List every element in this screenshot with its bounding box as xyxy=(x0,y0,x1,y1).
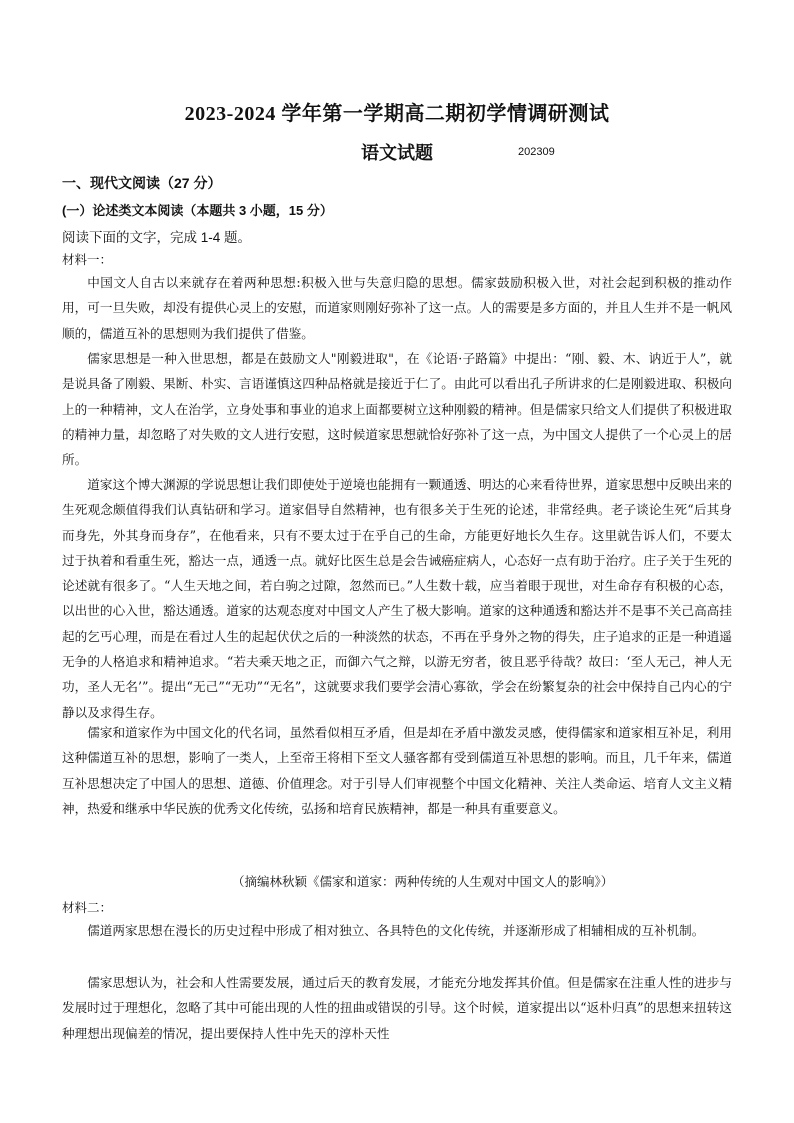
material-two-label: 材料二： xyxy=(62,901,113,915)
section-subheading: (一）论述类文本阅读（本题共 3 小题，15 分） xyxy=(62,203,333,218)
material-one-label: 材料一： xyxy=(62,253,113,267)
section-heading: 一、现代文阅读（27 分） xyxy=(62,175,222,191)
reading-instruction: 阅读下面的文字，完成 1-4 题。 xyxy=(62,230,252,245)
material-one-paragraph: 道家这个博大渊源的学说思想让我们即使处于逆境也能拥有一颗通透、明达的心来看待世界，道家思想中反映出来的生死观念颇值得我们认真钻研和学习。道家倡导自然精神，也有很多关于生死的论述，非常经典。老子谈论生死“后其身而身先，外其身而身存”，在他看来，只有不要太过于在乎自己的生命，方能更好地长久生存。这里就告诉人们，不要太过于执着和看重生死，豁达一点，通透一点。就好比医生总是会告诫癌症病人，心态好一点有助于治疗。庄子关于生死的论述就有很多了。“人生天地之间，若白驹之过隙，忽然而已。”人生数十载，应当着眼于现世，对生命存有积极的心态，以出世的心入世，豁达通透。道家的达观态度对中国文人产生了极大影响。道家的这种通透和豁达并不是事不关己高高挂起的乞丐心理，而是在看过人生的起起伏伏之后的一种淡然的状态，不再在乎身外之物的得失，庄子追求的正是一种逍遥无争的人格追求和精神追求。“若夫乘天地之正，而御六气之辩，以游无穷者，彼且恶乎待哉？故曰：‘至人无己，神人无功，圣人无名’”。提出“无己”“无功”“无名”，这就要求我们要学会清心寡欲，学会在纷繁复杂的社会中保持自己内心的宁静以及求得生存。 xyxy=(62,477,732,720)
exam-title: 2023-2024 学年第一学期高二期初学情调研测试 xyxy=(184,103,610,125)
exam-code: 202309 xyxy=(518,146,555,158)
material-one-paragraph: 儒家思想是一种入世思想，都是在鼓励文人"刚毅进取"，在《论语·子路篇》中提出：“刚、毅、木、讷近于人”，就是说具备了刚毅、果断、朴实、言语谨慎这四种品格就是接近于仁了。由此可以看出孔子所讲求的仁是刚毅进取、积极向上的一种精神，文人在治学，立身处事和事业的追求上面都要树立这种刚毅的精神。但是儒家只给文人们提供了积极进取的精神力量，却忽略了对失败的文人进行安慰，这时候道家思想就恰好弥补了这一点，为中国文人提供了一个心灵上的居所。 xyxy=(62,351,732,468)
material-one-paragraph: 中国文人自古以来就存在着两种思想:积极入世与失意归隐的思想。儒家鼓励积极入世，对社会起到积极的推动作用，可一旦失败，却没有提供心灵上的安慰，而道家则刚好弥补了这一点。人的需要是多方面的，并且人生并不是一帆风顺的，儒道互补的思想则为我们提供了借鉴。 xyxy=(62,275,732,341)
material-two-paragraph: 儒家思想认为，社会和人性需要发展，通过后天的教育发展，才能充分地发挥其价值。但是儒家在注重人性的进步与发展时过于理想化，忽略了其中可能出现的人性的扭曲或错误的引导。这个时候，道家提出以“返朴归真”的思想来扭转这种理想出现偏差的情况，提出要保持人性中先天的淳朴天性 xyxy=(62,975,732,1041)
subject-title: 语文试题 xyxy=(361,143,433,163)
material-two-paragraph: 儒道两家思想在漫长的历史过程中形成了相对独立、各具特色的文化传统，并逐渐形成了相辅相成的互补机制。 xyxy=(87,923,705,938)
material-one-paragraph: 儒家和道家作为中国文化的代名词，虽然看似相互矛盾，但是却在矛盾中激发灵感，使得儒家和道家相互补足，利用这种儒道互补的思想，影响了一类人，上至帝王将相下至文人骚客都有受到儒道互补思想的影响。而且，几千年来，儒道互补思想决定了中国人的思想、道德、价值理念。对于引导人们审视整个中国文化精神、关注人类命运、培育人文主义精神，热爱和继承中华民族的优秀文化传统，弘扬和培育民族精神，都是一种具有重要意义。 xyxy=(62,725,732,816)
material-one-source: （摘编林秋颖《儒家和道家：两种传统的人生观对中国文人的影响》） xyxy=(232,874,614,889)
